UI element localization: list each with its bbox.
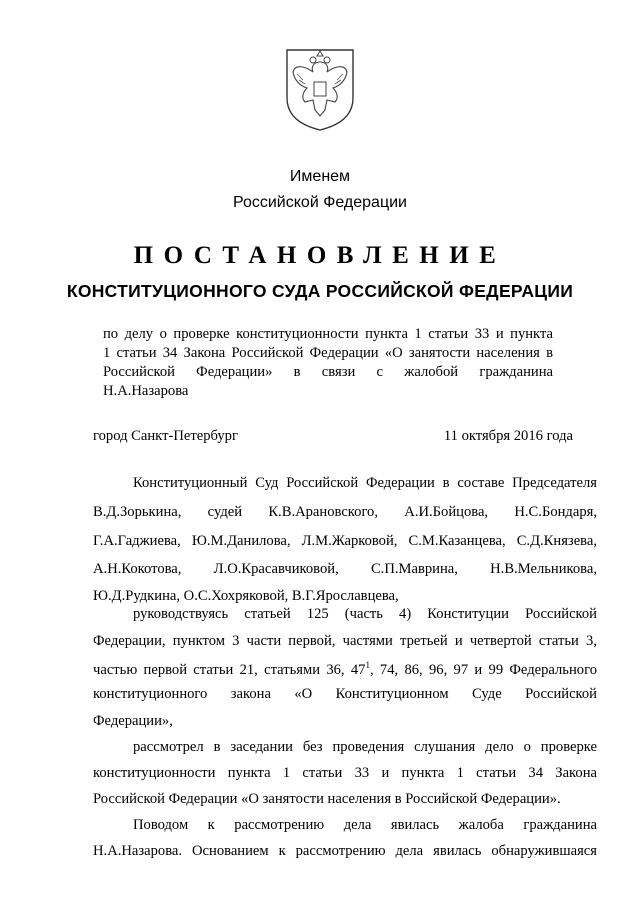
coat-of-arms-icon [283, 46, 357, 132]
place-date-line [93, 428, 573, 445]
document-title: ПОСТАНОВЛЕНИЕ [133, 242, 507, 269]
body-line: Н.А.Назарова. Основанием к рассмотрению дела явилась обнаружившаяся [93, 843, 597, 859]
city: город Санкт-Петербург [93, 428, 238, 444]
court-name: КОНСТИТУЦИОННОГО СУДА РОССИЙСКОЙ ФЕДЕРАЦИИ [66, 281, 574, 301]
body-fragment: , 74, 86, 96, 97 и 99 Федерального [369, 661, 597, 678]
in-name-line: Именем [289, 168, 351, 185]
body-line: Федерации, пунктом 3 части первой, частями третьей и четвертой статьи 3, [93, 633, 597, 649]
body-line: Конституционный Суд Российской Федерации в составе Председателя [133, 475, 597, 491]
superscript: 1 [365, 660, 370, 670]
subject-line-2: 1 статьи 34 Закона Российской Федерации «О занятости населения в [103, 345, 553, 361]
body-line [93, 660, 597, 680]
body-line: рассмотрел в заседании без проведения слушания дело о проверке [133, 739, 597, 755]
date: 11 октября 2016 года [443, 428, 573, 444]
body-line: Поводом к рассмотрению дела явилась жалоба гражданина [133, 817, 597, 833]
subject-line-1: по делу о проверке конституционности пункта 1 статьи 33 и пункта [103, 326, 553, 342]
subject-line-4: Н.А.Назарова [103, 383, 189, 399]
body-line: Российской Федерации «О занятости населения в Российской Федерации». [93, 791, 561, 807]
body-fragment: частью первой статьи 21, статьями 36, 47 [93, 661, 366, 678]
body-line: конституционности пункта 1 статьи 33 и пункта 1 статьи 34 Закона [93, 765, 597, 781]
body-line: руководствуясь статьей 125 (часть 4) Конституции Российской [133, 606, 597, 622]
body-line: Ю.Д.Рудкина, О.С.Хохряковой, В.Г.Ярославцева, [93, 588, 399, 604]
body-line: Федерации», [93, 713, 173, 729]
body-line: конституционного закона «О Конституционном Суде Российской [93, 686, 597, 702]
subject-line-3: Российской Федерации» в связи с жалобой гражданина [103, 364, 553, 380]
body-line: В.Д.Зорькина, судей К.В.Арановского, А.И.Бойцова, Н.С.Бондаря, [93, 504, 597, 520]
body-line: Г.А.Гаджиева, Ю.М.Данилова, Л.М.Жарковой, С.М.Казанцева, С.Д.Князева, [93, 533, 597, 549]
body-line: А.Н.Кокотова, Л.О.Красавчиковой, С.П.Маврина, Н.В.Мельникова, [93, 561, 597, 577]
federation-line: Российской Федерации [233, 194, 407, 211]
